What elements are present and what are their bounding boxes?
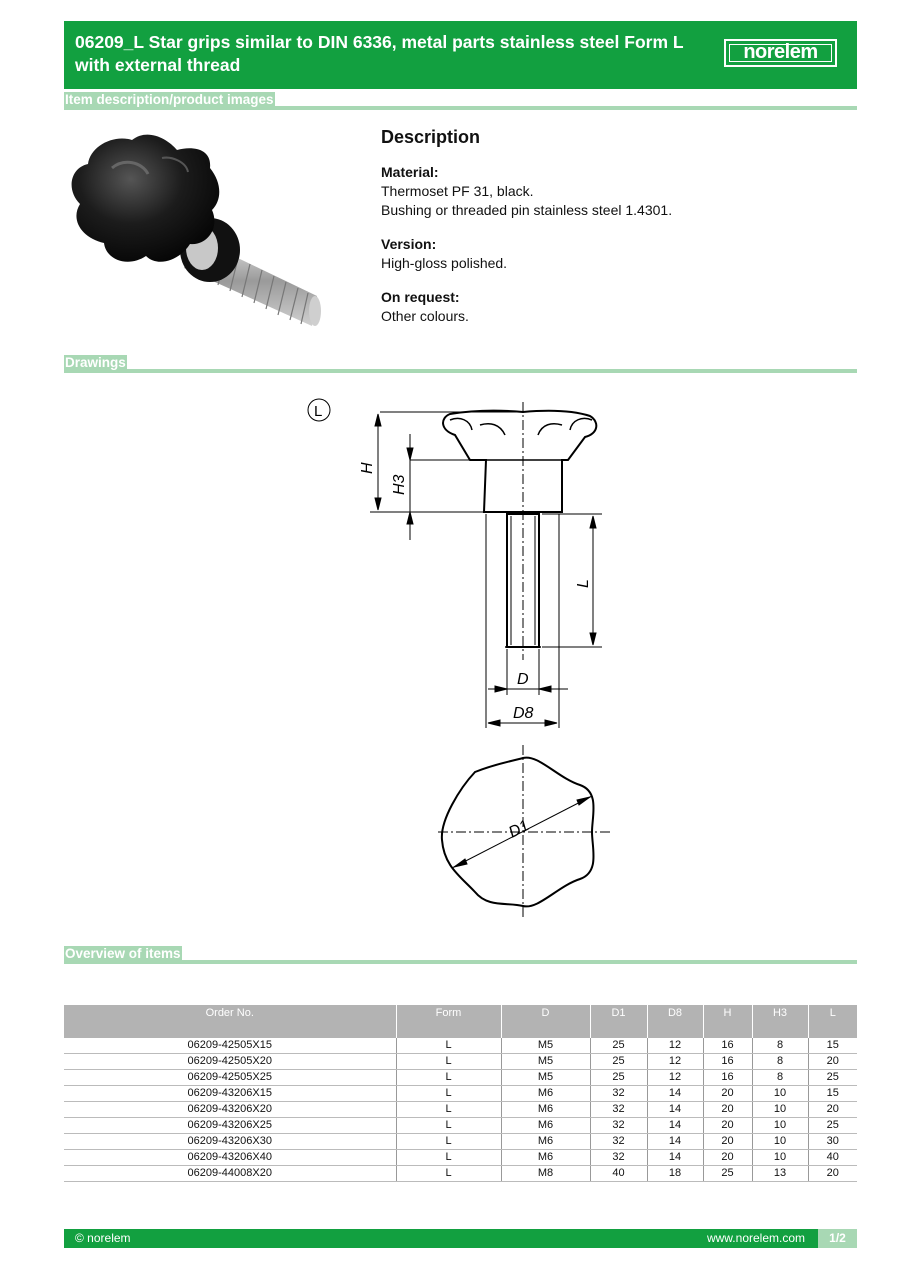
table-cell: 32 — [590, 1118, 647, 1134]
table-cell: 06209-42505X25 — [64, 1070, 396, 1086]
table-cell: 32 — [590, 1150, 647, 1166]
section-overview — [64, 946, 857, 964]
table-cell: 20 — [703, 1118, 752, 1134]
table-cell: L — [396, 1134, 501, 1150]
table-cell: 18 — [647, 1166, 703, 1182]
table-cell: 10 — [752, 1150, 808, 1166]
table-cell: 20 — [808, 1166, 857, 1182]
table-row — [64, 1150, 857, 1166]
header-form: Form — [396, 1005, 501, 1038]
page-header — [64, 21, 857, 89]
table-cell: 32 — [590, 1102, 647, 1118]
material-label: Material: — [381, 164, 439, 180]
table-cell: 25 — [703, 1166, 752, 1182]
section-rule — [64, 960, 857, 964]
table-cell: 20 — [703, 1102, 752, 1118]
material-line-2: Bushing or threaded pin stainless steel 1.4301. — [381, 202, 673, 218]
table-row — [64, 1054, 857, 1070]
table-cell: 06209-43206X15 — [64, 1086, 396, 1102]
knob-outline — [443, 411, 596, 512]
dim-l-label: L — [575, 579, 592, 588]
table-cell: L — [396, 1150, 501, 1166]
header-order-no: Order No. — [64, 1005, 396, 1038]
table-cell: 25 — [590, 1038, 647, 1054]
star-knob — [72, 135, 220, 262]
table-cell: 20 — [703, 1150, 752, 1166]
table-cell: 8 — [752, 1054, 808, 1070]
table-cell: 06209-42505X20 — [64, 1054, 396, 1070]
table-cell: M6 — [501, 1086, 590, 1102]
dim-h3-label: H3 — [391, 474, 408, 495]
table-cell: 25 — [808, 1118, 857, 1134]
footer-page-number: 1/2 — [818, 1229, 857, 1248]
table-cell: 12 — [647, 1054, 703, 1070]
header-d8: D8 — [647, 1005, 703, 1038]
section-label: Item description/product images — [65, 92, 274, 107]
table-cell: 16 — [703, 1054, 752, 1070]
footer-copyright: © norelem — [75, 1231, 131, 1245]
table-cell: 10 — [752, 1118, 808, 1134]
table-cell: 16 — [703, 1038, 752, 1054]
knob-lobes — [450, 418, 592, 435]
section-item-description — [64, 92, 857, 110]
request-block — [381, 288, 821, 326]
side-view-drawing — [300, 390, 620, 735]
table-cell: 8 — [752, 1070, 808, 1086]
header-l: L — [808, 1005, 857, 1038]
table-cell: L — [396, 1054, 501, 1070]
header-d1: D1 — [590, 1005, 647, 1038]
section-label: Drawings — [65, 355, 126, 370]
table-cell: 10 — [752, 1134, 808, 1150]
table-row — [64, 1070, 857, 1086]
table-cell: L — [396, 1038, 501, 1054]
table-row — [64, 1134, 857, 1150]
table-row — [64, 1166, 857, 1182]
table-cell: M5 — [501, 1038, 590, 1054]
material-line-1: Thermoset PF 31, black. — [381, 183, 534, 199]
table-cell: 06209-43206X25 — [64, 1118, 396, 1134]
table-cell: 15 — [808, 1038, 857, 1054]
header-d: D — [501, 1005, 590, 1038]
table-cell: 14 — [647, 1118, 703, 1134]
table-cell: M6 — [501, 1102, 590, 1118]
table-cell: 14 — [647, 1086, 703, 1102]
table-cell: 25 — [590, 1054, 647, 1070]
product-image — [62, 128, 327, 338]
form-marker-label: L — [314, 403, 323, 420]
table-cell: 10 — [752, 1086, 808, 1102]
version-text: High-gloss polished. — [381, 255, 508, 271]
table-cell: L — [396, 1102, 501, 1118]
table-cell: L — [396, 1070, 501, 1086]
table-cell: 20 — [703, 1086, 752, 1102]
items-table — [64, 1005, 857, 1182]
table-cell: M6 — [501, 1150, 590, 1166]
table-row — [64, 1086, 857, 1102]
table-cell: 13 — [752, 1166, 808, 1182]
version-block — [381, 235, 821, 273]
table-cell: 12 — [647, 1070, 703, 1086]
table-cell: 25 — [590, 1070, 647, 1086]
section-drawings — [64, 355, 857, 373]
request-label: On request: — [381, 289, 460, 305]
section-label: Overview of items — [65, 946, 181, 961]
table-cell: M6 — [501, 1134, 590, 1150]
section-rule — [64, 369, 857, 373]
table-cell: 32 — [590, 1086, 647, 1102]
table-cell: 16 — [703, 1070, 752, 1086]
table-row — [64, 1118, 857, 1134]
table-cell: 06209-43206X30 — [64, 1134, 396, 1150]
table-cell: 06209-42505X15 — [64, 1038, 396, 1054]
top-view-drawing — [420, 740, 620, 925]
table-cell: 10 — [752, 1102, 808, 1118]
dim-d8-label: D8 — [513, 705, 534, 722]
header-h3: H3 — [752, 1005, 808, 1038]
material-block — [381, 163, 821, 220]
table-cell: 25 — [808, 1070, 857, 1086]
description-panel — [381, 128, 821, 341]
table-cell: 12 — [647, 1038, 703, 1054]
page-footer — [64, 1229, 857, 1248]
table-cell: 40 — [590, 1166, 647, 1182]
header-h: H — [703, 1005, 752, 1038]
dim-h-label: H — [359, 462, 376, 474]
table-cell: 20 — [808, 1102, 857, 1118]
table-body — [64, 1038, 857, 1182]
table-cell: L — [396, 1118, 501, 1134]
norelem-logo — [724, 39, 837, 67]
logo-text: norelem — [743, 41, 818, 63]
table-cell: 20 — [808, 1054, 857, 1070]
table-cell: 14 — [647, 1150, 703, 1166]
table-cell: 40 — [808, 1150, 857, 1166]
request-text: Other colours. — [381, 308, 469, 324]
dim-d-label: D — [517, 671, 529, 688]
logo-frame — [729, 44, 832, 62]
table-cell: M8 — [501, 1166, 590, 1182]
table-cell: 15 — [808, 1086, 857, 1102]
table-cell: 14 — [647, 1102, 703, 1118]
table-cell: 30 — [808, 1134, 857, 1150]
table-header-row — [64, 1005, 857, 1038]
dim-d1-label: D1 — [506, 817, 533, 842]
table-cell: 20 — [703, 1134, 752, 1150]
version-label: Version: — [381, 236, 437, 252]
table-cell: 14 — [647, 1134, 703, 1150]
table-cell: M5 — [501, 1070, 590, 1086]
footer-url-link[interactable]: www.norelem.com — [706, 1231, 805, 1245]
table-cell: 06209-43206X40 — [64, 1150, 396, 1166]
table-cell: L — [396, 1086, 501, 1102]
table-row — [64, 1038, 857, 1054]
table-cell: L — [396, 1166, 501, 1182]
table-cell: M5 — [501, 1054, 590, 1070]
table-cell: 32 — [590, 1134, 647, 1150]
table-cell: 06209-43206X20 — [64, 1102, 396, 1118]
table-cell: 8 — [752, 1038, 808, 1054]
description-heading: Description — [381, 127, 481, 147]
table-row — [64, 1102, 857, 1118]
table-cell: 06209-44008X20 — [64, 1166, 396, 1182]
page-title: 06209_L Star grips similar to DIN 6336, metal parts stainless steel Form L with external thread — [75, 32, 684, 75]
table-cell: M6 — [501, 1118, 590, 1134]
